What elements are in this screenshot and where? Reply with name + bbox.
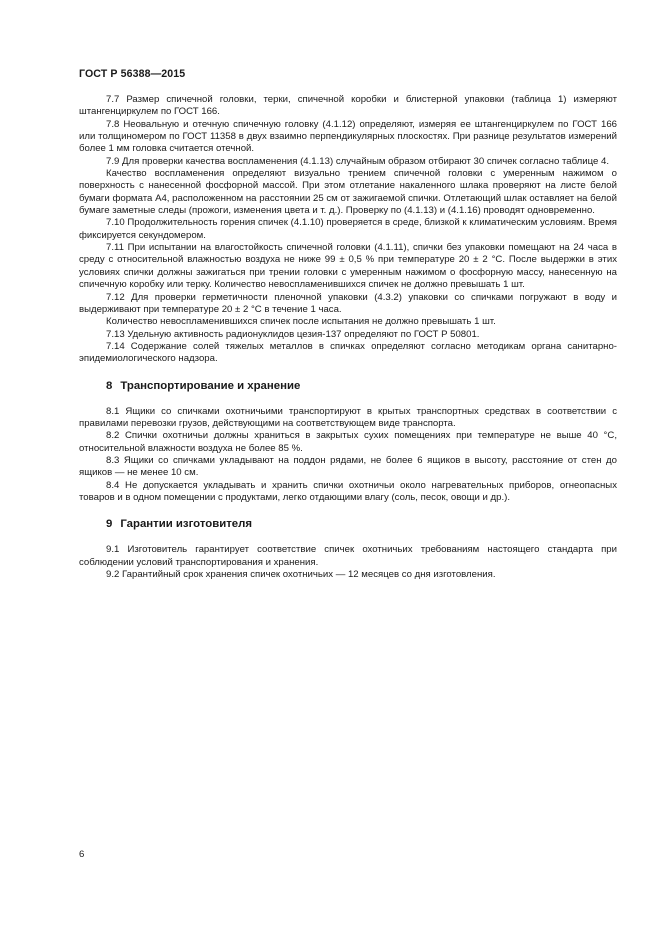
paragraph-7-13: 7.13 Удельную активность радионуклидов цезия-137 определяют по ГОСТ Р 50801. [106, 328, 480, 340]
paragraph-9-2: 9.2 Гарантийный срок хранения спичек охотничьих — 12 месяцев со дня изготовления. [106, 569, 496, 580]
page-number: 6 [79, 849, 85, 860]
document-body [79, 94, 617, 581]
paragraph-7-12-count: Количество невоспламенившихся спичек после испытания не должно превышать 1 шт. [106, 316, 496, 328]
section-8-number: 8 [106, 379, 113, 392]
paragraph-7-8: 7.8 Неовальную и отечную спичечную головку (4.1.12) определяют, измеряя ее штангенциркулем по ГОСТ 166 или толщиномером по ГОСТ 11358 в двух взаимно перпендикулярных плоскостях. При разнице результатов измерений более 1 мм головка считается отечной. [79, 118, 617, 155]
section-8-heading [106, 379, 617, 393]
paragraph-7-10: 7.10 Продолжительность горения спичек (4.1.10) проверяется в среде, близкой к климатическим условиям. Время фиксируется секундомером. [79, 217, 617, 241]
section-9-title: Гарантии изготовителя [120, 518, 253, 531]
paragraph-7-14: 7.14 Содержание солей тяжелых металлов в спичках определяют согласно методикам органа санитарно-эпидемиологического надзора. [79, 340, 617, 365]
paragraph-8-1: 8.1 Ящики со спичками охотничьими транспортируют в крытых транспортных средствах в соответствии с правилами перевозки грузов, действующими на соответствующем виде транспорта. [79, 405, 617, 429]
paragraph-8-3: 8.3 Ящики со спичками укладывают на поддон рядами, не более 6 ящиков в высоту, расстояние от стен до ящиков — не менее 10 см. [79, 454, 617, 479]
document-header: ГОСТ Р 56388—2015 [79, 68, 186, 80]
paragraph-7-11: 7.11 При испытании на влагостойкость спичечной головки (4.1.11), спички без упаковки помещают на 24 часа в среду с относительной влажностью воздуха не ниже 99 ± 0,5 % при температуре 20 ± 2 °С. После выдержки в этих условиях спички должны зажигаться при трении головки с умеренным нажимом о фосфорную массу, нанесенную на спичечную коробку или терку. Количество невоспламенившихся спичек не должно превышать 1 шт. [79, 242, 617, 291]
section-9-heading [106, 517, 617, 531]
section-9-number: 9 [106, 518, 113, 531]
paragraph-7-7: 7.7 Размер спичечной головки, терки, спичечной коробки и блистерной упаковки (таблица 1) измеряют штангенциркулем по ГОСТ 166. [79, 94, 617, 118]
paragraph-7-9: 7.9 Для проверки качества воспламенения (4.1.13) случайным образом отбирают 30 спичек согласно таблице 4. [106, 155, 609, 167]
paragraph-8-2: 8.2 Спички охотничьи должны храниться в закрытых сухих помещениях при температуре не выше 40 °С, относительной влажности воздуха не более 85 %. [79, 430, 617, 454]
paragraph-7-12: 7.12 Для проверки герметичности пленочной упаковки (4.3.2) упаковки со спичками погружают в воду и выдерживают при температуре 20 ± 2 °С в течение 1 часа. [79, 291, 617, 315]
paragraph-9-1: 9.1 Изготовитель гарантирует соответствие спичек охотничьих требованиям настоящего стандарта при соблюдении условий транспортирования и хранения. [79, 544, 617, 568]
paragraph-8-4: 8.4 Не допускается укладывать и хранить спички охотничьи около нагревательных приборов, огнеопасных товаров и в одном помещении с продуктами, легко отдающими влагу (соль, песок, овощи и др.). [79, 479, 617, 503]
paragraph-7-9-ignition-quality: Качество воспламенения определяют визуально трением спичечной головки с умеренным нажимом о поверхность с нанесенной фосфорной массой. При этом отлетание накаленного шлака проверяют на листе белой бумаги формата А4, расположенном на расстоянии 25 см от зажигаемой спички. Отлетающий шлак оставляет на белой бумаге заметные следы (прожоги, изменения цвета и т. д.). Проверку по (4.1.13) и (4.1.16) проводят одновременно. [79, 168, 617, 217]
section-8-title: Транспортирование и хранение [120, 379, 301, 392]
